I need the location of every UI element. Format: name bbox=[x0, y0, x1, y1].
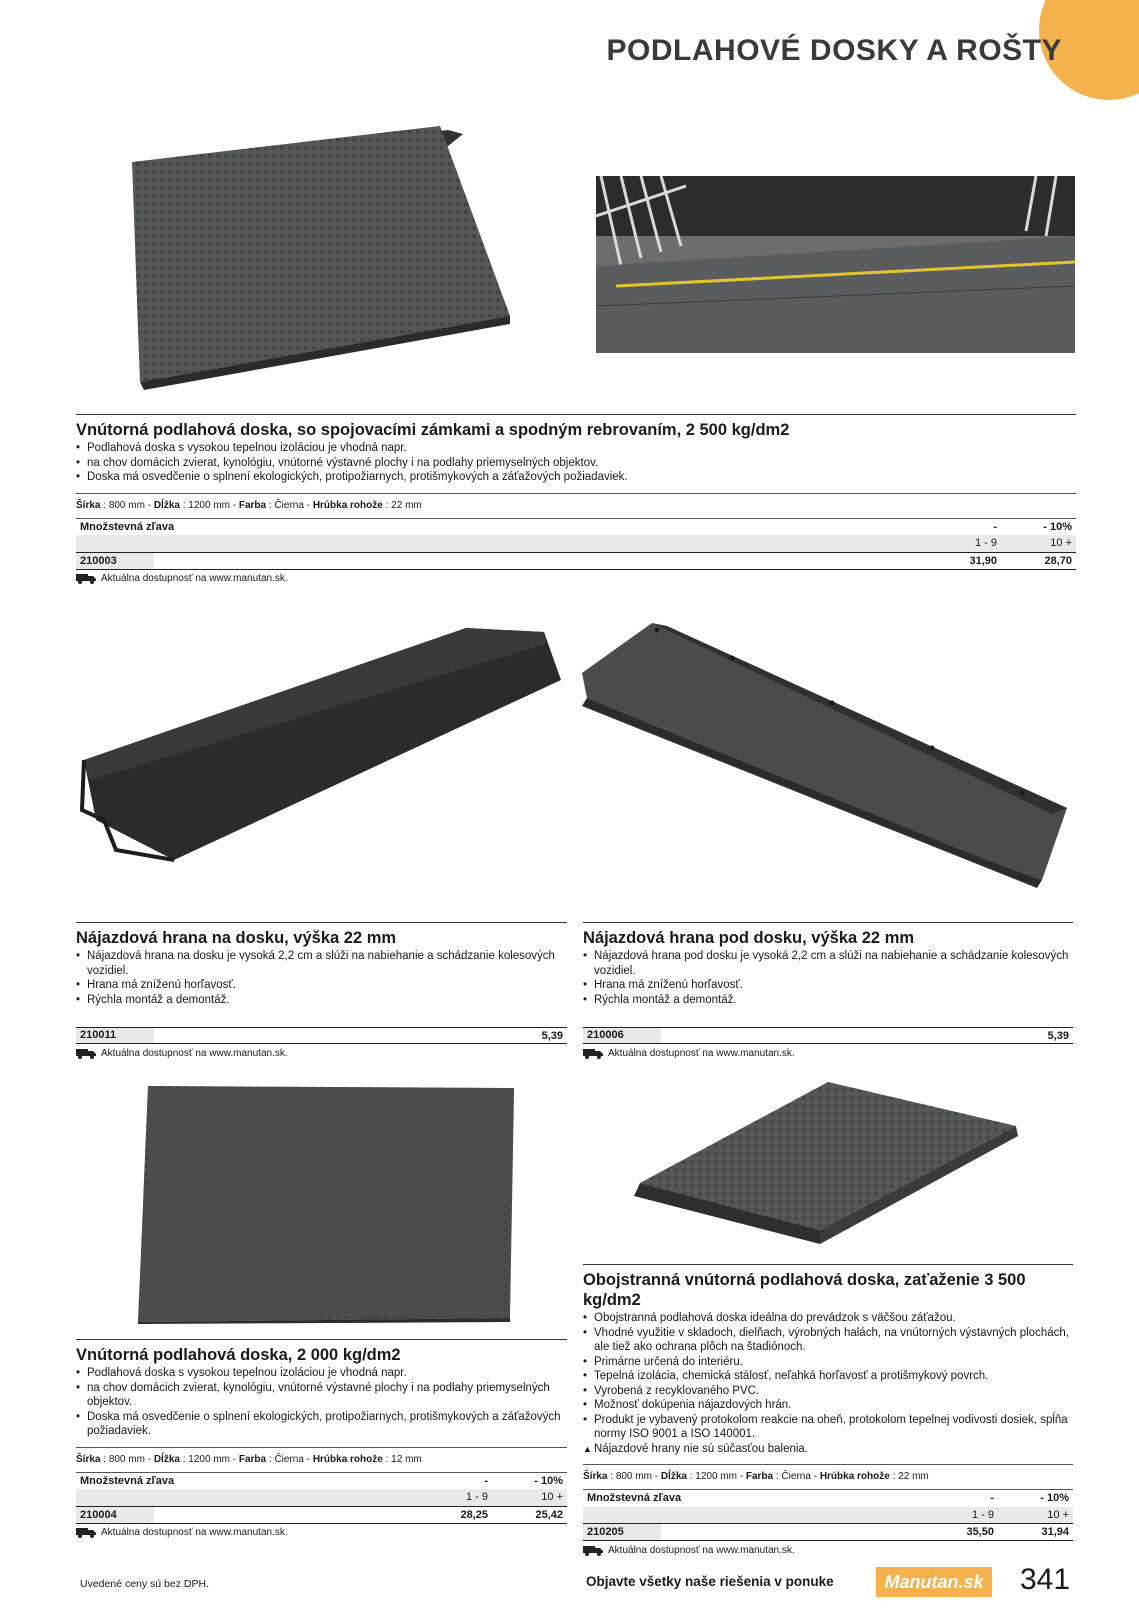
feature-item: • Doska má osvedčenie o splnení ekologických, protipožiarnych, protišmykových a záťažových požiadaviek. bbox=[76, 470, 1076, 485]
product-features bbox=[583, 949, 1073, 1007]
feature-item: • Obojstranná podlahová doska ideálna do prevádzok s väčšou záťažou. bbox=[583, 1311, 1073, 1326]
feature-item: • Hrana má zníženú horľavosť. bbox=[583, 978, 1073, 993]
price-table: Množstevná zľava - - 10% 1 - 9 10 + 210004 28,25 25,42 bbox=[76, 1472, 567, 1524]
feature-item: • na chov domácich zvierat, kynológiu, vnútorné výstavné plochy i na podlahy priemyselných objektov. bbox=[76, 456, 1076, 471]
truck-icon bbox=[76, 1048, 96, 1059]
feature-item: • Hrana má zníženú horľavosť. bbox=[76, 978, 567, 993]
feature-item: • Podlahová doska s vysokou tepelnou izoláciou je vhodná napr. bbox=[76, 441, 1076, 456]
product-specs: Šírka : 800 mm - Dĺžka : 1200 mm - Farba : Čierna - Hrúbka rohože : 12 mm bbox=[76, 1447, 567, 1466]
price: 5,39 bbox=[1047, 1029, 1069, 1042]
product-code: 210006 bbox=[583, 1028, 661, 1043]
price-table: Množstevná zľava - - 10% 1 - 9 10 + 210205 35,50 31,94 bbox=[583, 1489, 1073, 1541]
discount-label: Množstevná zľava bbox=[583, 1490, 928, 1507]
price-1-9: 35,50 bbox=[928, 1524, 998, 1541]
price-10-plus: 25,42 bbox=[492, 1506, 567, 1523]
feature-item: • na chov domácich zvierat, kynológiu, vnútorné výstavné plochy i na podlahy priemyselných objektov. bbox=[76, 1381, 567, 1410]
product-210205 bbox=[583, 1264, 1073, 1557]
feature-item: • Primárne určená do interiéru. bbox=[583, 1355, 1073, 1370]
price-row bbox=[76, 552, 1076, 569]
product-title: Vnútorná podlahová doska, so spojovacími zámkami a spodným rebrovaním, 2 500 kg/dm2 bbox=[76, 414, 1076, 440]
feature-item: • Tepelná izolácia, chemická stálosť, neľahká horľavosť a protišmykový povrch. bbox=[583, 1369, 1073, 1384]
feature-item: • Produkt je vybavený protokolom reakcie na oheň, protokolom tepelnej vodivosti dosiek, spĺňa normy ISO 9001 a ISO 140001. bbox=[583, 1413, 1073, 1442]
price-row bbox=[76, 1027, 567, 1044]
page-number: 341 bbox=[1020, 1563, 1071, 1596]
truck-icon bbox=[76, 573, 96, 584]
feature-item: • Podlahová doska s vysokou tepelnou izoláciou je vhodná napr. bbox=[76, 1366, 567, 1381]
product-210006 bbox=[583, 922, 1073, 1060]
discount-label: Množstevná zľava bbox=[76, 518, 931, 535]
price-10-plus: 28,70 bbox=[1001, 552, 1076, 569]
page-title: PODLAHOVÉ DOSKY A ROŠTY bbox=[606, 34, 1062, 67]
feature-item: • Doska má osvedčenie o splnení ekologických, protipožiarnych, protišmykových a záťažových požiadaviek. bbox=[76, 1410, 567, 1439]
product-title: Nájazdová hrana na dosku, výška 22 mm bbox=[76, 922, 567, 948]
product-code: 210011 bbox=[76, 1028, 154, 1043]
price-row bbox=[583, 1027, 1073, 1044]
availability-note: Aktuálna dostupnosť na www.manutan.sk. bbox=[76, 1046, 567, 1060]
brand-logo[interactable]: Manutan.sk bbox=[876, 1567, 992, 1597]
product-specs: Šírka : 800 mm - Dĺžka : 1200 mm - Farba : Čierna - Hrúbka rohože : 22 mm bbox=[583, 1464, 1073, 1483]
product-features bbox=[76, 949, 567, 1007]
price-table: Množstevná zľava - - 10% 1 - 9 10 + 210003 31,90 28,70 bbox=[76, 518, 1076, 570]
product-image-ramp-under bbox=[582, 618, 1078, 888]
product-title: Vnútorná podlahová doska, 2 000 kg/dm2 bbox=[76, 1339, 567, 1365]
feature-item: • Možnosť dokúpenia nájazdových hrán. bbox=[583, 1398, 1073, 1413]
truck-icon bbox=[583, 1545, 603, 1556]
availability-note: Aktuálna dostupnosť na www.manutan.sk. bbox=[583, 1543, 1073, 1557]
product-image-board-3500 bbox=[632, 1078, 1022, 1250]
availability-note: Aktuálna dostupnosť na www.manutan.sk. bbox=[76, 1526, 567, 1540]
truck-icon bbox=[583, 1048, 603, 1059]
product-title: Nájazdová hrana pod dosku, výška 22 mm bbox=[583, 922, 1073, 948]
price-1-9: 28,25 bbox=[422, 1506, 492, 1523]
availability-note: Aktuálna dostupnosť na www.manutan.sk. bbox=[583, 1046, 1073, 1060]
product-specs: Šírka : 800 mm - Dĺžka : 1200 mm - Farba : Čierna - Hrúbka rohože : 22 mm bbox=[76, 493, 1076, 512]
product-title: Obojstranná vnútorná podlahová doska, zaťaženie 3 500 kg/dm2 bbox=[583, 1264, 1073, 1310]
product-code: 210205 bbox=[583, 1524, 661, 1541]
product-features bbox=[583, 1311, 1073, 1456]
price-row bbox=[583, 1524, 1073, 1541]
availability-note: Aktuálna dostupnosť na www.manutan.sk. bbox=[76, 572, 1076, 586]
vat-note: Uvedené ceny sú bez DPH. bbox=[80, 1578, 209, 1590]
product-image-installed-floor bbox=[596, 176, 1075, 353]
price-row bbox=[76, 1506, 567, 1523]
product-image-floor-board bbox=[118, 120, 538, 400]
product-210003 bbox=[76, 414, 1076, 586]
product-code: 210004 bbox=[76, 1506, 154, 1523]
feature-item: • Nájazdová hrana na dosku je vysoká 2,2 cm a slúži na nabiehanie a schádzanie kolesových vozidiel. bbox=[76, 949, 567, 978]
product-image-ramp-on bbox=[76, 620, 571, 870]
feature-item: • Nájazdová hrana pod dosku je vysoká 2,2 cm a slúži na nabiehanie a schádzanie kolesových vozidiel. bbox=[583, 949, 1073, 978]
product-image-board-2000 bbox=[134, 1082, 524, 1324]
price-1-9: 31,90 bbox=[931, 552, 1001, 569]
product-210004 bbox=[76, 1339, 567, 1540]
product-210011 bbox=[76, 922, 567, 1060]
truck-icon bbox=[76, 1527, 96, 1538]
feature-item: • Vhodné využitie v skladoch, dielňach, výrobných halách, na vnútorných výstavných plochách, ale tiež ako ochrana plôch na štadiónoch. bbox=[583, 1326, 1073, 1355]
product-features bbox=[76, 1366, 567, 1439]
product-features bbox=[76, 441, 1076, 485]
feature-item: • Rýchla montáž a demontáž. bbox=[76, 993, 567, 1008]
discount-label: Množstevná zľava bbox=[76, 1472, 422, 1489]
price: 5,39 bbox=[541, 1029, 563, 1042]
price-10-plus: 31,94 bbox=[998, 1524, 1073, 1541]
product-code: 210003 bbox=[76, 552, 154, 569]
feature-item: • Rýchla montáž a demontáž. bbox=[583, 993, 1073, 1008]
footer-cta: Objavte všetky naše riešenia v ponuke bbox=[586, 1574, 834, 1589]
feature-item: • Vyrobená z recyklovaného PVC. bbox=[583, 1384, 1073, 1399]
warning-note: ▲ Nájazdové hrany nie sú súčasťou balenia. bbox=[583, 1442, 1073, 1457]
